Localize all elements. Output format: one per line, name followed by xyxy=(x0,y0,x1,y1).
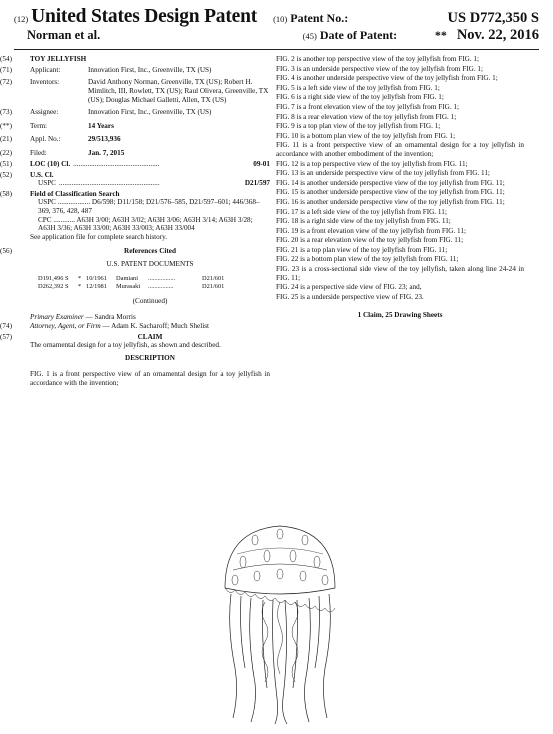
fig-desc: FIG. 8 is a rear elevation view of the toy jellyfish from FIG. 1; xyxy=(276,112,457,121)
claims-summary: 1 Claim, 25 Drawing Sheets xyxy=(357,311,443,320)
fig-desc: FIG. 23 is a cross-sectional side view of the toy jellyfish, taken along line 24-24 in FIG. 11; xyxy=(276,265,524,282)
fig-desc: FIG. 22 is a bottom plan view of the toy jellyfish from FIG. 11; xyxy=(276,255,459,264)
fig-desc: FIG. 16 is another underside perspective view of the toy jellyfish from FIG. 11; xyxy=(276,197,505,206)
inventors: David Anthony Norman, Greenville, TX (US); Robert H. Mimlitch, III, Rowlett, TX (US); Raul Olivera, Greenville, TX (US); Douglas Michael Galletti, Allen, TX (US) xyxy=(88,78,269,104)
field-21: (21) Appl. No.: 29/513,936 xyxy=(30,135,270,144)
field-58-note: See application file for complete search history. xyxy=(30,232,168,241)
references-list xyxy=(30,275,270,291)
fig-desc: FIG. 19 is a front elevation view of the toy jellyfish from FIG. 11; xyxy=(276,226,466,235)
fig-desc: FIG. 4 is another underside perspective view of the toy jellyfish from FIG. 1; xyxy=(276,74,498,83)
header-code-12: (12) xyxy=(14,14,29,24)
field-57: (57) CLAIM xyxy=(0,332,163,341)
term: 14 Years xyxy=(88,121,114,130)
reference-row: D191,496 S * 10/1961 Damiani ................. D21/601 xyxy=(38,274,225,282)
fig-desc: FIG. 12 is a top perspective view of the toy jellyfish from FIG. 11; xyxy=(276,159,468,168)
fig-desc: FIG. 6 is a right side view of the toy jellyfish from FIG. 1; xyxy=(276,93,444,102)
fig-desc: FIG. 18 is a right side view of the toy jellyfish from FIG. 11; xyxy=(276,217,451,226)
fig-desc: FIG. 11 is a front perspective view of an ornamental design for a toy jellyfish in accordance with another embodiment of the invention; xyxy=(276,141,524,158)
applicant: Innovation First, Inc., Greenville, TX (US) xyxy=(88,65,212,74)
fig-desc: FIG. 7 is a front elevation view of the toy jellyfish from FIG. 1; xyxy=(276,102,460,111)
field-term: (**) Term: 14 Years xyxy=(30,122,270,131)
field-58-uspc: USPC .................. D6/598; D11/158; D21/576–585, D21/597–601; 446/368–369, 376, 428, 487 xyxy=(38,198,260,216)
reference-row: D262,392 S * 12/1981 Murasaki ................ D21/601 xyxy=(38,282,225,290)
inventors-short: Norman et al. xyxy=(27,28,101,42)
field-52: (52) U.S. Cl. xyxy=(0,170,54,179)
fig-desc: FIG. 20 is a rear elevation view of the toy jellyfish from FIG. 11; xyxy=(276,236,464,245)
field-72: (72) Inventors: David Anthony Norman, Greenville, TX (US); Robert H. Mimlitch, III, Rowlett, TX (US); Raul Olivera, Greenville, TX (US); Douglas Michael Galletti, Allen, TX (US) xyxy=(0,78,269,104)
fig-desc: FIG. 3 is an underside perspective view of the toy jellyfish from FIG. 1; xyxy=(276,64,483,73)
patent-header xyxy=(14,6,539,46)
field-56: (56) References Cited xyxy=(0,247,176,256)
continued-note: (Continued) xyxy=(132,296,168,305)
header-code-45: (45) xyxy=(302,31,317,41)
fig-desc: FIG. 10 is a bottom plan view of the toy jellyfish from FIG. 1; xyxy=(276,131,456,140)
fig-desc: FIG. 25 is a underside perspective view of FIG. 23. xyxy=(276,292,424,301)
fig-desc: FIG. 13 is an underside perspective view of the toy jellyfish from FIG. 11; xyxy=(276,169,490,178)
date-stars: ** xyxy=(434,28,447,42)
header-code-10: (10) xyxy=(273,14,288,24)
claim-text: The ornamental design for a toy jellyfish, as shown and described. xyxy=(30,341,221,350)
patent-number: US D772,350 S xyxy=(447,10,539,26)
field-51: (51) LOC (10) Cl. ................................................ 09-01 xyxy=(0,159,270,168)
fig-desc: FIG. 14 is another underside perspective view of the toy jellyfish from FIG. 11; xyxy=(276,178,505,187)
filed-date: Jan. 7, 2015 xyxy=(88,148,125,157)
application-number: 29/513,936 xyxy=(88,135,121,144)
field-74: (74) Attorney, Agent, or Firm — Adam K. Sacharoff; Much Shelist xyxy=(0,321,210,330)
assignee: Innovation First, Inc., Greenville, TX (US) xyxy=(88,108,212,117)
field-58: (58) Field of Classification Search xyxy=(0,189,120,198)
field-71: (71) Applicant: Innovation First, Inc., Greenville, TX (US) xyxy=(30,66,270,75)
primary-examiner: Primary Examiner — Sandra Morris xyxy=(30,313,136,322)
left-column xyxy=(0,55,270,389)
design-title: TOY JELLYFISH xyxy=(30,55,87,63)
field-52-uspc: USPC ........................................................ D21/597 xyxy=(38,179,270,188)
header-divider xyxy=(14,49,539,50)
fig-desc: FIG. 24 is a perspective side view of FIG. 23; and, xyxy=(276,283,422,292)
field-54: (54) TOY JELLYFISH xyxy=(30,55,270,64)
field-58-cpc: CPC ............ A63H 3/00; A63H 3/02; A63H 3/06; A63H 3/14; A63H 3/28; A63H 3/36; A63H 33/00; A63H 33/003; A63H 33/004 xyxy=(38,215,253,233)
fig-desc: FIG. 5 is a left side view of the toy jellyfish from FIG. 1; xyxy=(276,83,440,92)
fig-desc: FIG. 9 is a top plan view of the toy jellyfish from FIG. 1; xyxy=(276,122,441,131)
patent-date: Nov. 22, 2016 xyxy=(456,27,539,43)
description-fig1: FIG. 1 is a front perspective view of an ornamental design for a toy jellyfish in accordance with the invention; xyxy=(30,370,270,387)
fig-desc: FIG. 17 is a left side view of the toy jellyfish from FIG. 11; xyxy=(276,207,447,216)
fig-desc: FIG. 2 is another top perspective view of the toy jellyfish from FIG. 1; xyxy=(276,55,480,63)
references-subhead: U.S. PATENT DOCUMENTS xyxy=(106,260,194,269)
field-73: (73) Assignee: Innovation First, Inc., Greenville, TX (US) xyxy=(30,108,270,117)
jellyfish-drawing xyxy=(205,518,355,726)
us-class: D21/597 xyxy=(244,179,270,188)
patent-title: United States Design Patent xyxy=(31,6,258,27)
field-22: (22) Filed: Jan. 7, 2015 xyxy=(30,149,270,158)
date-label: Date of Patent: xyxy=(319,28,398,42)
description-heading: DESCRIPTION xyxy=(125,353,175,362)
fig-desc: FIG. 15 is another underside perspective view of the toy jellyfish from FIG. 11; xyxy=(276,188,505,197)
loc-class: 09-01 xyxy=(253,159,270,168)
patent-no-label: Patent No.: xyxy=(290,11,349,25)
right-column xyxy=(276,55,524,320)
fig-desc: FIG. 21 is a top plan view of the toy jellyfish from FIG. 11; xyxy=(276,245,448,254)
